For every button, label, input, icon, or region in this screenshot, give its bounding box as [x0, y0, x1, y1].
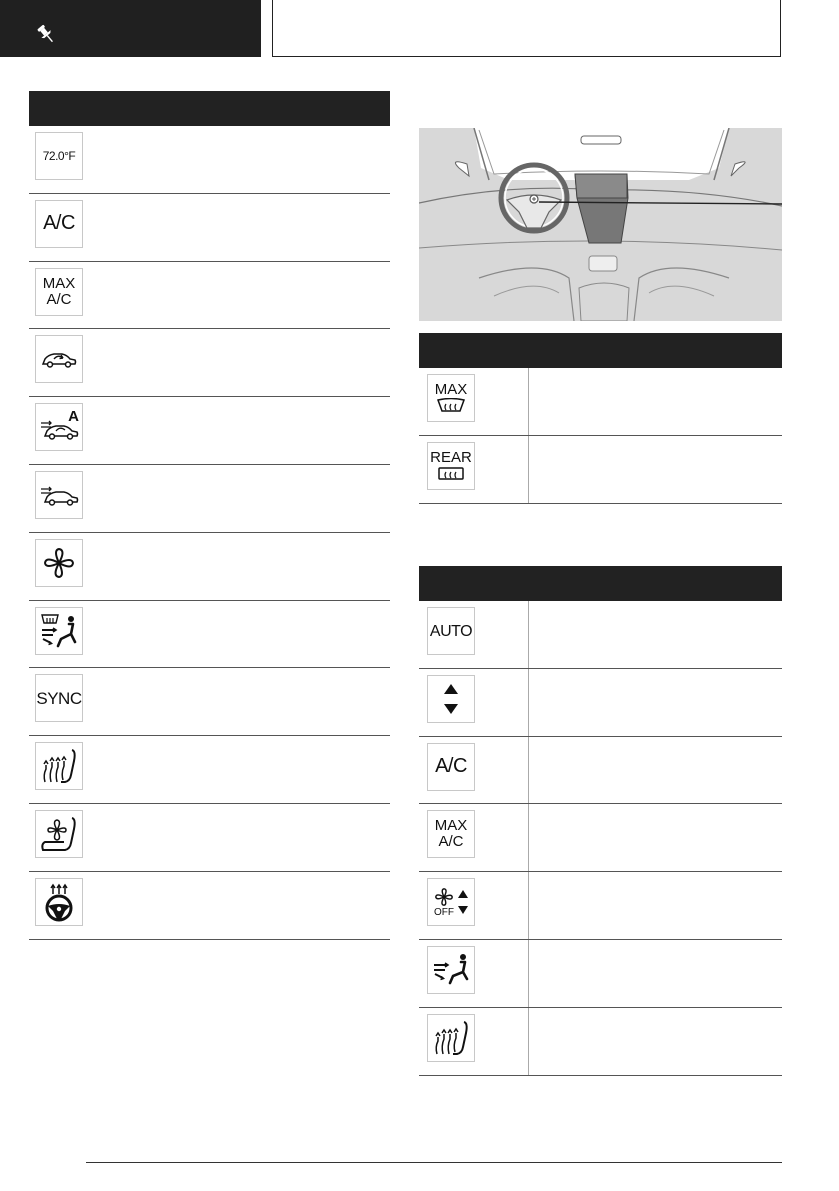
- table-row: [29, 126, 390, 194]
- table-row: [419, 804, 782, 872]
- table-row: [29, 262, 390, 330]
- sync-icon: SYNC: [35, 674, 83, 722]
- pin-icon: [34, 22, 58, 46]
- table-row: [419, 872, 782, 940]
- defrost-table: [419, 333, 782, 504]
- table-row: [419, 940, 782, 1008]
- seat-heating-icon: [427, 1014, 475, 1062]
- ac-icon: A/C: [35, 200, 83, 248]
- table-row: [29, 668, 390, 736]
- auto-icon: AUTO: [427, 607, 475, 655]
- fan-icon: [35, 539, 83, 587]
- steering-wheel-heating-icon: [35, 878, 83, 926]
- header-title-box: [272, 0, 781, 57]
- table-row: [29, 194, 390, 262]
- rear-window-defrost-icon: REAR: [427, 442, 475, 490]
- outside-air-icon: [35, 471, 83, 519]
- fan-icon: [433, 887, 455, 907]
- recirculation-icon: [35, 335, 83, 383]
- ac-icon: A/C: [427, 743, 475, 791]
- table-header: [419, 566, 782, 601]
- table-row: [419, 1008, 782, 1076]
- rear-controls-table: [419, 566, 782, 1076]
- fan-off-icon: OFF: [427, 878, 475, 926]
- footer-rule: [86, 1162, 782, 1163]
- auto-recirculation-icon: A: [35, 403, 83, 451]
- controls-table: [29, 91, 390, 940]
- seat-ventilation-icon: [35, 810, 83, 858]
- table-row: [419, 436, 782, 504]
- table-row: [29, 601, 390, 669]
- air-distribution-icon: [35, 607, 83, 655]
- max-ac-icon: MAX A/C: [35, 268, 83, 316]
- temperature-arrows-icon: [427, 675, 475, 723]
- table-row: [29, 533, 390, 601]
- table-row: [29, 397, 390, 465]
- max-ac-icon: MAX A/C: [427, 810, 475, 858]
- table-row: [419, 669, 782, 737]
- max-defrost-icon: MAX: [427, 374, 475, 422]
- air-distribution-icon: [427, 946, 475, 994]
- table-row: [419, 368, 782, 436]
- table-header: [29, 91, 390, 126]
- header-tab: [0, 0, 261, 57]
- table-header: [419, 333, 782, 368]
- temperature-display-icon: 72.0°F: [35, 132, 83, 180]
- table-row: [29, 465, 390, 533]
- table-row: [29, 872, 390, 940]
- table-row: [29, 736, 390, 804]
- table-row: [419, 601, 782, 669]
- dashboard-illustration: [419, 128, 782, 321]
- table-row: [29, 804, 390, 872]
- table-row: [29, 329, 390, 397]
- seat-heating-icon: [35, 742, 83, 790]
- table-row: [419, 737, 782, 805]
